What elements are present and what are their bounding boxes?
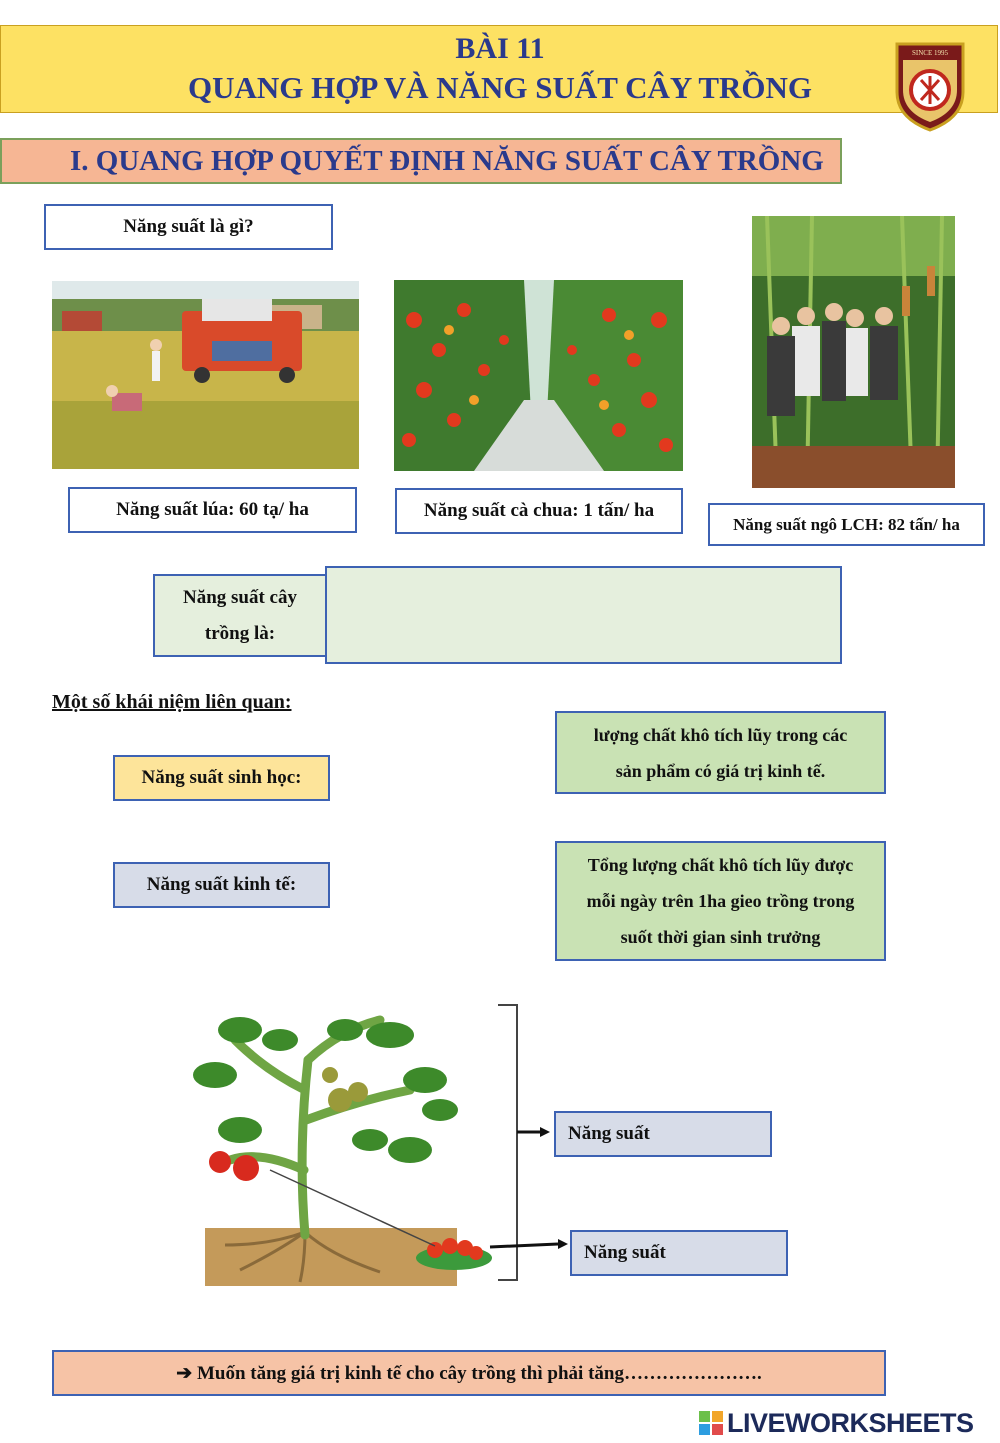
logo-text: SINCE 1995	[912, 49, 948, 57]
conclusion-box	[52, 1350, 886, 1396]
section-title: I. QUANG HỢP QUYẾT ĐỊNH NĂNG SUẤT CÂY TRỒNG	[70, 145, 824, 177]
definition-label-line2: trồng là:	[204, 622, 276, 644]
diagram-label-top-text: Năng suất	[568, 1123, 650, 1144]
watermark-text: LIVEWORKSHEETS	[727, 1407, 974, 1438]
caption-tomato	[395, 488, 683, 534]
tomato-plant-diagram	[180, 1000, 580, 1290]
corn-field-photo	[752, 216, 955, 488]
section-heading	[0, 138, 842, 184]
caption-rice	[68, 487, 357, 533]
caption-corn	[708, 503, 985, 546]
definition-answer-field[interactable]	[325, 566, 842, 664]
question-text: Năng suất là gì?	[123, 216, 254, 237]
diagram-label-top[interactable]	[554, 1111, 772, 1157]
school-logo	[893, 40, 967, 132]
caption-tomato-text: Năng suất cà chua: 1 tấn/ ha	[423, 500, 655, 521]
lesson-title: QUANG HỢP VÀ NĂNG SUẤT CÂY TRỒNG	[187, 70, 813, 105]
bio-yield-label[interactable]	[113, 755, 330, 801]
definition-card-biological[interactable]	[555, 841, 886, 961]
caption-corn-text: Năng suất ngô LCH: 82 tấn/ ha	[733, 514, 960, 534]
question-box	[44, 204, 333, 250]
definition-label-line1: Năng suất cây	[182, 586, 297, 608]
rice-harvest-photo	[52, 281, 359, 469]
lesson-header	[0, 25, 998, 113]
def2-line3: suốt thời gian sinh trưởng	[620, 927, 821, 947]
bio-yield-label-text: Năng suất sinh học:	[141, 767, 302, 788]
liveworksheets-watermark	[698, 1406, 998, 1440]
def2-line2: mỗi ngày trên 1ha gieo trồng trong	[586, 891, 855, 911]
definition-card-economic[interactable]	[555, 711, 886, 794]
conclusion-text: ➔ Muốn tăng giá trị kinh tế cho cây trồng thì phải tăng………………….	[176, 1362, 762, 1384]
econ-yield-label[interactable]	[113, 862, 330, 908]
definition-label-box	[153, 574, 327, 657]
tomato-greenhouse-photo	[394, 280, 683, 471]
concepts-heading: Một số khái niệm liên quan:	[52, 691, 292, 713]
def1-line2: sản phẩm có giá trị kinh tế.	[615, 760, 826, 781]
lesson-number: BÀI 11	[455, 32, 545, 65]
diagram-label-bottom-text: Năng suất	[584, 1242, 666, 1263]
def1-line1: lượng chất khô tích lũy trong các	[593, 724, 848, 745]
liveworksheets-logo-icon	[698, 1410, 724, 1436]
diagram-label-bottom[interactable]	[570, 1230, 788, 1276]
def2-line1: Tổng lượng chất khô tích lũy được	[587, 855, 854, 875]
econ-yield-label-text: Năng suất kinh tế:	[146, 874, 297, 895]
caption-rice-text: Năng suất lúa: 60 tạ/ ha	[116, 499, 309, 520]
